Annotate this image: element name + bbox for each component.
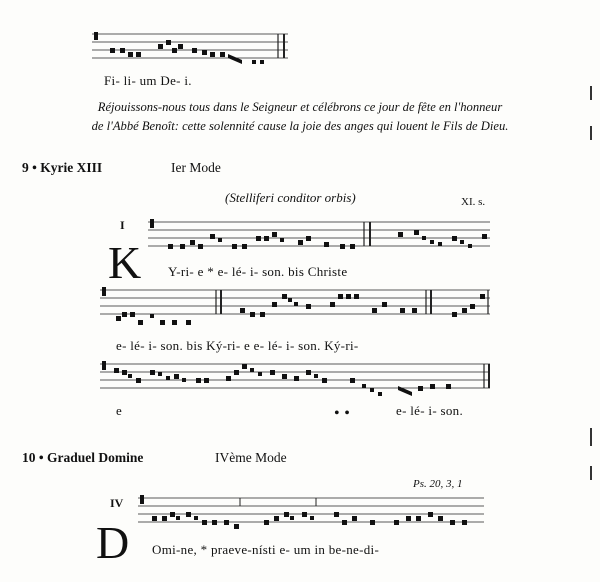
kyrie-repeat-dots: • • [334,405,351,422]
kyrie-lyrics-line-1: Y-ri- e * e- lé- i- son. bis Christe [168,264,348,279]
scan-edge-mark-1 [590,86,592,100]
kyrie-lyrics-line-3a: e [116,403,123,418]
kyrie-century: XI. s. [461,196,486,208]
graduel-lyrics-line-1: Omi-ne, * praeve-nísti e- um in be-ne-di- [152,542,380,557]
kyrie-lyrics-line-3b: e- lé- i- son. [396,403,464,418]
top-chant-staff [92,26,292,70]
kyrie-mode-roman: I [120,218,125,232]
graduel-mode-roman: IV [110,496,124,510]
scan-edge-mark-3 [590,428,592,446]
kyrie-lyrics-line-2: e- lé- i- son. bis Ký-ri- e e- lé- i- son. Ký-ri- [116,338,359,353]
graduel-section-title: 10 • Graduel Domine [22,450,144,465]
graduel-reference: Ps. 20, 3, 1 [413,478,463,490]
kyrie-staff-2 [100,280,492,330]
graduel-mode: IVème Mode [215,450,287,465]
kyrie-mode: Ier Mode [171,160,221,175]
top-fragment-lyrics: Fi- li- um De- i. [104,73,192,88]
graduel-staff-1 [138,490,488,536]
kyrie-section-title: 9 • Kyrie XIII [22,160,103,175]
kyrie-staff-1 [148,212,498,258]
kyrie-initial: K [108,237,142,288]
translation-line-2: de l'Abbé Benoît: cette solennité cause la joie des anges qui louent le Fils de Dieu. [91,119,509,133]
scan-edge-mark-4 [590,466,592,480]
kyrie-staff-3 [100,356,492,408]
scan-edge-mark-2 [590,126,592,140]
kyrie-subtitle: (Stelliferi conditor orbis) [225,190,356,205]
translation-line-1: Réjouissons-nous tous dans le Seigneur et célébrons ce jour de fête en l'honneur [97,100,503,114]
graduel-initial: D [96,517,130,568]
